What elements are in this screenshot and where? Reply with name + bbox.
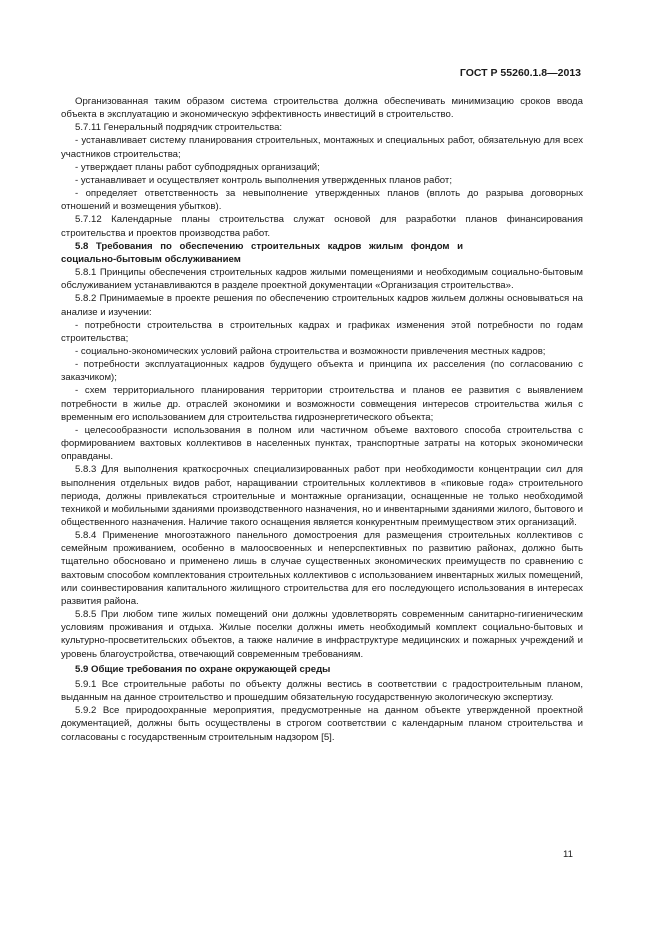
- list-item: - потребности эксплуатационных кадров будущего объекта и принципа их расселения (по согласованию с заказчиком);: [61, 359, 583, 384]
- clause-5-7-12: 5.7.12 Календарные планы строительства служат основой для разработки планов финансирования строительства и проектов производства работ.: [61, 214, 583, 239]
- list-item: - устанавливает систему планирования строительных, монтажных и специальных работ, обязательную для всех участников строительства;: [61, 135, 583, 160]
- list-item: - утверждает планы работ субподрядных организаций;: [75, 161, 320, 173]
- clause-5-8-4: 5.8.4 Применение многоэтажного панельного домостроения для размещения строительных коллективов с семейным проживанием, особенно в малоосвоенных и неперспективных по развитию районах, должно быть тщательно обосновано и применено лишь в случае существенных экономических преимуществ по сравнению с вахтовым способом комплектования строительных коллективов с использованием инвентарных жилых помещений, или соинвестирования капитального жилищного строительства для его последующего использования в интересах развития района.: [61, 530, 583, 607]
- clause-5-8-3: 5.8.3 Для выполнения краткосрочных специализированных работ при необходимости концентрации сил для выполнения отдельных видов работ, наращивании строительных коллективов в «пиковые года» строительного периода, должны привлекаться строительные и монтажные организации, оснащенные не только необходимой техникой и мобильными зданиями производственного назначения, но и инвентарными зданиями жилого, бытового и общественного назначения. Наличие такого оснащения является конкурентным преимуществом этих организаций.: [61, 464, 584, 528]
- list-item: - целесообразности использования в полном или частичном объеме вахтового способа строительства с формированием вахтовых коллективов в населенных пунктах, транспортные затраты на которых экономически оправданы.: [61, 424, 583, 463]
- list-item: - схем территориального планирования территории строительства и планов ее развития с выявлением потребности в жилье др. отраслей экономики и возможности совмещения интересов строительства жилья с временным его использованием для строительства гидроэнергетического объекта;: [61, 385, 583, 423]
- paragraph: Организованная таким образом система строительства должна обеспечивать минимизацию сроков ввода объекта в эксплуатацию и экономическую эффективность инвестиций в строительство.: [61, 96, 583, 121]
- document-header: ГОСТ Р 55260.1.8—2013: [459, 67, 581, 79]
- page-number: 11: [563, 849, 573, 860]
- clause-5-8-5: 5.8.5 При любом типе жилых помещений они должны удовлетворять современным санитарно-гигиеническим условиям проживания и отдыха. Жилые поселки должны иметь необходимый комплект социально-бытовых и культурно-просветительских объектов, а также наличие в инфраструктуре медицинских и пожарных учреждений и уровень благоустройства, отвечающий современным требованиям.: [61, 609, 583, 660]
- clause-5-9-2: 5.9.2 Все природоохранные мероприятия, предусмотренные на данном объекте утвержденной проектной документацией, должны быть осуществлены в строгом соответствии с календарным планом строительства и согласованы с государственным строительным надзором [5].: [61, 705, 583, 743]
- section-heading-5-9: 5.9 Общие требования по охране окружающей среды: [75, 663, 331, 675]
- list-item: - устанавливает и осуществляет контроль выполнения утвержденных планов работ;: [75, 174, 452, 186]
- list-item: - потребности строительства в строительных кадрах и графиках изменения этой потребности по годам строительства;: [61, 319, 583, 344]
- list-item: - социально-экономических условий района строительства и возможности привлечения местных кадров;: [75, 345, 546, 357]
- clause-5-7-11: 5.7.11 Генеральный подрядчик строительства:: [75, 122, 283, 134]
- clause-5-8-2: 5.8.2 Принимаемые в проекте решения по обеспечению строительных кадров жильем должны основываться на анализе и изучении:: [61, 293, 583, 318]
- list-item: - определяет ответственность за невыполнение утвержденных планов (вплоть до разрыва договорных отношений и возмещения убытков).: [61, 188, 583, 213]
- clause-5-8-1: 5.8.1 Принципы обеспечения строительных кадров жилыми помещениями и необходимым социально-бытовым обслуживанием устанавливаются в разделе проектной документации «Организация строительства».: [61, 267, 583, 292]
- clause-5-9-1: 5.9.1 Все строительные работы по объекту должны вестись в соответствии с градостроительным планом, выданным на данное строительство и прошедшим обязательную государственную экологическую экспертизу.: [61, 678, 583, 704]
- section-heading-5-8: 5.8 Требования по обеспечению строительных кадров жилым фондом и социально-бытовым обслуживанием: [61, 240, 463, 265]
- document-body: [61, 95, 583, 744]
